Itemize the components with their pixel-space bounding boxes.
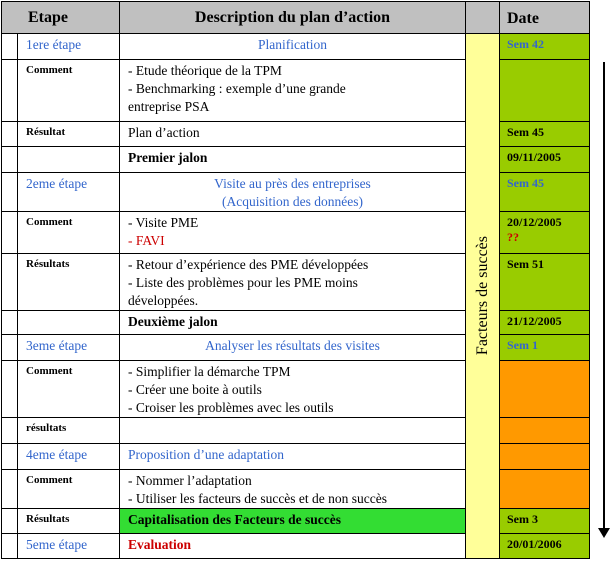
- header-description: Description du plan d’action: [120, 2, 466, 34]
- date-cell: [500, 444, 590, 470]
- row-label: Comment: [18, 60, 120, 122]
- margin-cell: [2, 470, 18, 509]
- date-cell: Sem 1: [500, 335, 590, 361]
- facteurs-column: [466, 34, 500, 559]
- stage-title: Analyser les résultats des visites: [120, 335, 466, 361]
- margin-cell: [2, 509, 18, 534]
- milestone-title: Deuxième jalon: [120, 311, 466, 335]
- header-spacer: [466, 2, 500, 34]
- row-label: Comment: [18, 212, 120, 254]
- facteurs-label: Facteurs de succès: [473, 236, 491, 356]
- date-cell: Sem 42: [500, 34, 590, 60]
- margin-cell: [2, 173, 18, 212]
- table-row: [2, 361, 590, 418]
- stage-title: Planification: [120, 34, 466, 60]
- row-description: - Retour d’expérience des PME développées - Liste des problèmes pour les PME moins développées.: [120, 254, 466, 311]
- margin-cell: [2, 361, 18, 418]
- row-description: [120, 418, 466, 444]
- arrow-head-icon: [598, 528, 610, 538]
- margin-cell: [2, 60, 18, 122]
- header-etape: Etape: [2, 2, 120, 34]
- action-plan-table: [1, 1, 590, 559]
- stage-label: 3eme étape: [18, 335, 120, 361]
- margin-cell: [2, 418, 18, 444]
- header-row: [2, 2, 590, 34]
- date-cell: 09/11/2005: [500, 147, 590, 173]
- table-row: [2, 418, 590, 444]
- stage-label: 2eme étape: [18, 173, 120, 212]
- date-cell: Sem 3: [500, 509, 590, 534]
- row-label: Comment: [18, 361, 120, 418]
- table-row: [2, 60, 590, 122]
- header-date: Date: [500, 2, 590, 34]
- margin-cell: [2, 212, 18, 254]
- row-description: - Simplifier la démarche TPM - Créer une boite à outils - Croiser les problèmes avec les outils: [120, 361, 466, 418]
- row-label: Résultats: [18, 254, 120, 311]
- margin-cell: [2, 122, 18, 147]
- row-description: - Etude théorique de la TPM - Benchmarking : exemple d’une grande entreprise PSA: [120, 60, 466, 122]
- table-row: [2, 147, 590, 173]
- margin-cell: [2, 34, 18, 60]
- stage-label: 5eme étape: [18, 534, 120, 559]
- margin-cell: [2, 254, 18, 311]
- table-row: [2, 335, 590, 361]
- margin-cell: [2, 147, 18, 173]
- date-cell: 21/12/2005: [500, 311, 590, 335]
- table-row: [2, 212, 590, 254]
- table-row: [2, 444, 590, 470]
- date-cell: Sem 51: [500, 254, 590, 311]
- row-description: - Visite PME - FAVI: [120, 212, 466, 254]
- table-row: [2, 311, 590, 335]
- table-row: [2, 254, 590, 311]
- date-cell: Sem 45: [500, 122, 590, 147]
- table-row: [2, 534, 590, 559]
- table-row: [2, 509, 590, 534]
- table-row: [2, 34, 590, 60]
- row-description: Plan d’action: [120, 122, 466, 147]
- timeline-arrow: [603, 62, 605, 532]
- row-description: Capitalisation des Facteurs de succès: [120, 509, 466, 534]
- date-cell: 20/01/2006: [500, 534, 590, 559]
- row-label: Résultats: [18, 509, 120, 534]
- table-row: [2, 470, 590, 509]
- milestone-title: Premier jalon: [120, 147, 466, 173]
- row-description: - Nommer l’adaptation - Utiliser les facteurs de succès et de non succès: [120, 470, 466, 509]
- row-label: Résultat: [18, 122, 120, 147]
- margin-cell: [2, 335, 18, 361]
- date-cell: [500, 418, 590, 444]
- date-cell: 20/12/2005 ??: [500, 212, 590, 254]
- table-row: [2, 122, 590, 147]
- stage-title: Visite au près des entreprises (Acquisition des données): [120, 173, 466, 212]
- row-label: [18, 147, 120, 173]
- row-label: Comment: [18, 470, 120, 509]
- stage-label: 4eme étape: [18, 444, 120, 470]
- stage-title: Evaluation: [120, 534, 466, 559]
- date-cell: [500, 470, 590, 509]
- stage-title: Proposition d’une adaptation: [120, 444, 466, 470]
- margin-cell: [2, 534, 18, 559]
- row-label: résultats: [18, 418, 120, 444]
- stage-label: 1ere étape: [18, 34, 120, 60]
- margin-cell: [2, 444, 18, 470]
- table-row: [2, 173, 590, 212]
- row-label: [18, 311, 120, 335]
- date-cell: [500, 60, 590, 122]
- margin-cell: [2, 311, 18, 335]
- date-cell: Sem 45: [500, 173, 590, 212]
- date-cell: [500, 361, 590, 418]
